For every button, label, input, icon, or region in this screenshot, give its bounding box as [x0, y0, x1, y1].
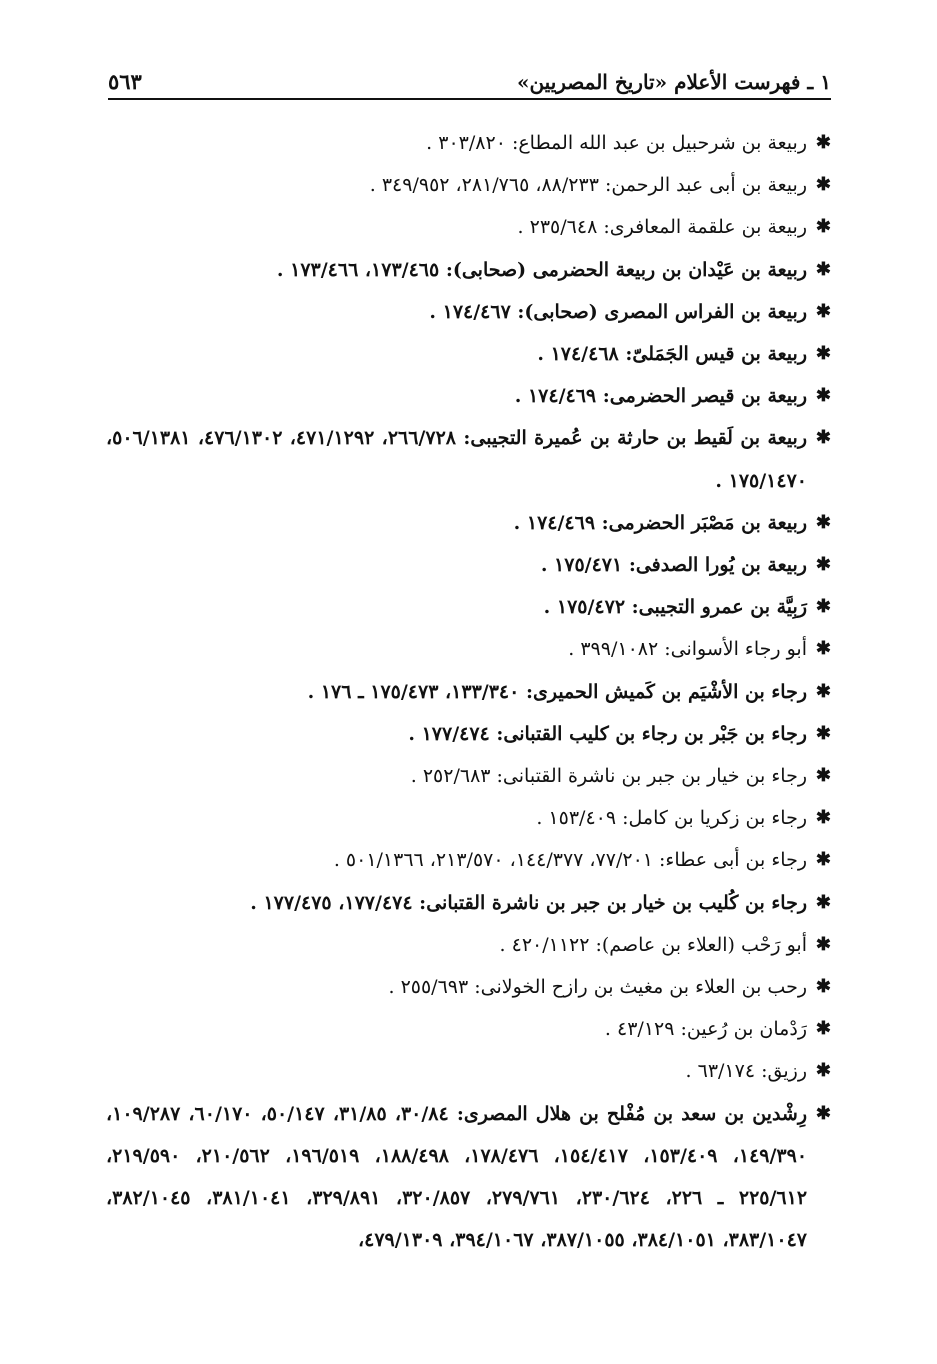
index-entry	[106, 924, 831, 966]
index-entry	[106, 164, 831, 206]
bullet-asterisk-icon: ✱	[815, 765, 831, 787]
index-entry	[106, 882, 831, 924]
bullet-asterisk-icon: ✱	[815, 216, 831, 238]
entry-text: ربيعة بن عَيْدان بن ربيعة الحضرمى (صحابى): ١٧٣/٤٦٥، ١٧٣/٤٦٦ .	[276, 258, 807, 281]
index-entry	[106, 966, 831, 1008]
bullet-asterisk-icon: ✱	[815, 554, 831, 576]
entry-text: رجاء بن زكريا بن كامل: ١٥٣/٤٠٩ .	[536, 807, 807, 830]
entry-text: رجاء بن كُليب بن خيار بن جبر بن ناشرة القتبانى: ١٧٧/٤٧٤، ١٧٧/٤٧٥ .	[250, 891, 807, 914]
running-title: ١ ـ فهرست الأعلام «تاريخ المصريين»	[516, 70, 831, 94]
index-entry	[106, 755, 831, 797]
index-entry	[106, 1008, 831, 1050]
index-entry	[106, 797, 831, 839]
index-entry	[106, 671, 831, 713]
bullet-asterisk-icon: ✱	[815, 933, 831, 955]
entry-text: ربيعة بن يُورا الصدفى: ١٧٥/٤٧١ .	[540, 554, 807, 577]
entry-text: رِشْدين بن سعد بن مُفْلح بن هلال المصرى: ٣٠/٨٤، ٣١/٨٥، ٥٠/١٤٧، ٦٠/١٧٠، ١٠٩/٢٨٧، ١٤٩/٣٩٠، ١٥٣/٤٠٩، ١٥٤/٤١٧، ١٧٨/٤٧٦، ١٨٨/٤٩٨، ١٩٦/٥١٩، ٢١٠/٥٦٢، ٢١٩/٥٩٠، ٢٢٥/٦١٢ ـ ٢٢٦، ٢٣٠/٦٢٤، ٢٧٩/٧٦١، ٣٢٠/٨٥٧، ٣٢٩/٨٩١، ٣٨١/١٠٤١، ٣٨٢/١٠٤٥، ٣٨٣/١٠٤٧، ٣٨٤/١٠٥١، ٣٨٧/١٠٥٥، ٣٩٤/١٠٦٧، ٤٧٩/١٣٠٩،	[106, 1102, 808, 1252]
entry-text: ربيعة بن مَصْبَر الحضرمى: ١٧٤/٤٦٩ .	[513, 511, 807, 534]
entry-text: رجاء بن جَبْر بن رجاء بن كليب القتبانى: ١٧٧/٤٧٤ .	[408, 722, 807, 745]
bullet-asterisk-icon: ✱	[815, 258, 831, 280]
bullet-asterisk-icon: ✱	[815, 891, 831, 913]
index-entry	[106, 291, 831, 333]
entry-text: ربيعة بن قيصر الحضرمى: ١٧٤/٤٦٩ .	[514, 385, 807, 408]
bullet-asterisk-icon: ✱	[815, 638, 831, 660]
index-entry	[106, 502, 831, 544]
index-entries	[106, 122, 831, 1261]
entry-text: رَبِيَّة بن عمرو التجيبى: ١٧٥/٤٧٢ .	[543, 596, 807, 619]
entry-text: رجاء بن خيار بن جبر بن ناشرة القتبانى: ٢٥٢/٦٨٣ .	[410, 765, 807, 788]
page-number: ٥٦٣	[108, 69, 142, 94]
page-header	[108, 58, 831, 100]
bullet-asterisk-icon: ✱	[815, 976, 831, 998]
index-entry	[106, 249, 831, 291]
index-entry	[106, 1093, 831, 1262]
entry-text: رحب بن العلاء بن مغيث بن رازح الخولانى: ٢٥٥/٦٩٣ .	[388, 976, 807, 999]
bullet-asterisk-icon: ✱	[815, 427, 831, 449]
bullet-asterisk-icon: ✱	[815, 300, 831, 322]
entry-text: أبو رجاء الأسوانى: ٣٩٩/١٠٨٢ .	[568, 638, 807, 661]
bullet-asterisk-icon: ✱	[815, 1018, 831, 1040]
entry-text: ربيعة بن الفراس المصرى (صحابى): ١٧٤/٤٦٧ .	[429, 300, 807, 323]
index-entry	[106, 544, 831, 586]
index-entry	[106, 333, 831, 375]
index-entry	[106, 417, 831, 501]
index-entry	[106, 713, 831, 755]
bullet-asterisk-icon: ✱	[815, 511, 831, 533]
entry-text: ربيعة بن علقمة المعافرى: ٢٣٥/٦٤٨ .	[517, 216, 807, 239]
index-entry	[106, 122, 831, 164]
index-entry	[106, 586, 831, 628]
bullet-asterisk-icon: ✱	[815, 174, 831, 196]
entry-text: ربيعة بن قيس الجَمَلىّ: ١٧٤/٤٦٨ .	[537, 343, 807, 366]
bullet-asterisk-icon: ✱	[815, 385, 831, 407]
bullet-asterisk-icon: ✱	[815, 132, 831, 153]
bullet-asterisk-icon: ✱	[815, 1060, 831, 1082]
entry-text: رزيق: ٦٣/١٧٤ .	[685, 1060, 807, 1083]
index-entry	[106, 628, 831, 670]
index-entry	[106, 206, 831, 248]
bullet-asterisk-icon: ✱	[815, 849, 831, 871]
index-entry	[106, 1050, 831, 1092]
bullet-asterisk-icon: ✱	[815, 343, 831, 365]
entry-text: أبو رَحْب (العلاء بن عاصم): ٤٢٠/١١٢٢ .	[499, 933, 807, 956]
entry-text: رَدْمان بن رُعين: ٤٣/١٢٩ .	[604, 1018, 807, 1041]
bullet-asterisk-icon: ✱	[815, 1102, 831, 1124]
entry-text: رجاء بن الأشْيَم بن كَميش الحميرى: ١٣٣/٣٤٠، ١٧٥/٤٧٣ ـ ١٧٦ .	[307, 680, 807, 703]
bullet-asterisk-icon: ✱	[815, 680, 831, 702]
entry-text: رجاء بن أبى عطاء: ٧٧/٢٠١، ١٤٤/٣٧٧، ٢١٣/٥٧٠، ٥٠١/١٣٦٦ .	[333, 849, 807, 872]
entry-text: ربيعة بن أبى عبد الرحمن: ٨٨/٢٣٣، ٢٨١/٧٦٥، ٣٤٩/٩٥٢ .	[369, 174, 807, 197]
entry-text: ربيعة بن شرحبيل بن عبد الله المطاع: ٣٠٣/٨٢٠ .	[426, 132, 807, 154]
entry-text: ربيعة بن لَقيط بن حارثة بن عُميرة التجيبى: ٢٦٦/٧٢٨، ٤٧١/١٢٩٢، ٤٧٦/١٣٠٢، ٥٠٦/١٣٨١، ١٧٥/١٤٧٠ .	[106, 427, 808, 492]
index-entry	[106, 839, 831, 881]
index-entry	[106, 375, 831, 417]
bullet-asterisk-icon: ✱	[815, 807, 831, 829]
bullet-asterisk-icon: ✱	[815, 596, 831, 618]
bullet-asterisk-icon: ✱	[815, 722, 831, 744]
